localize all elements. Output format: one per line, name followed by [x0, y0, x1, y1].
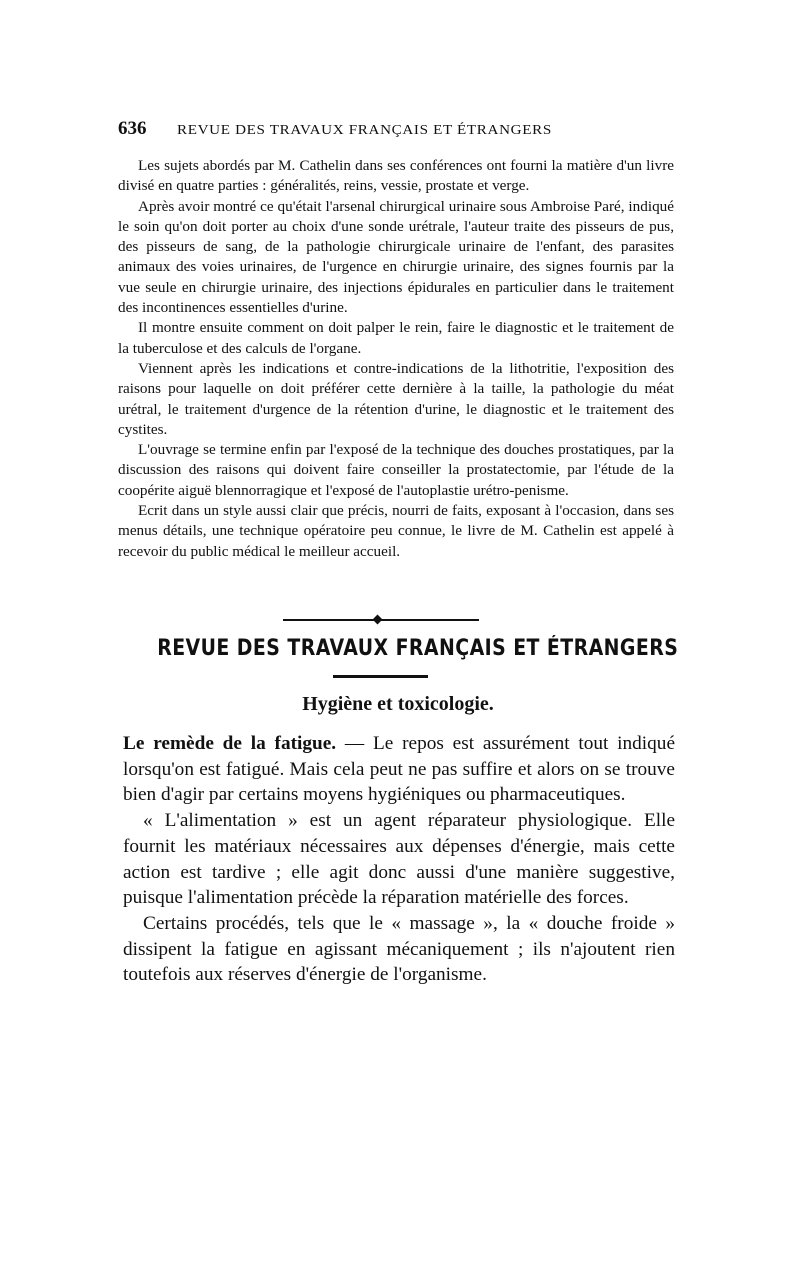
article-body — [123, 731, 675, 988]
article-lead-paragraph — [123, 731, 675, 808]
review-paragraph: Ecrit dans un style aussi clair que précis, nourri de faits, exposant à l'occasion, dans ses menus détails, une technique opératoire peu connue, le livre de M. Cathelin est appelé à recevoir du public médical le meilleur accueil. — [118, 502, 674, 560]
running-head — [118, 118, 678, 140]
article-paragraph: Certains procédés, tels que le « massage », la « douche froide » dissipent la fatigue en agissant mécaniquement ; ils n'ajoutent rien toutefois aux réserves d'énergie de l'organisme. — [123, 912, 675, 986]
review-paragraph: Après avoir montré ce qu'était l'arsenal chirurgical urinaire sous Ambroise Paré, indiqué le soin qu'on doit porter au choix d'une sonde urétrale, l'auteur traite des pisseurs de pus, des pisseurs de sang, de la pathologie chirurgicale urinaire de l'enfant, des parasites animaux des voies urinaires, de l'urgence en chirurgie urinaire, des signes fournis par la vue seule en chirurgie urinaire, des injections épidurales en particulier dans le traitement des incontinences essentielles d'urine. — [118, 197, 674, 317]
article-title: Le remède de la fatigue. — [123, 733, 337, 754]
section-separator — [283, 615, 479, 625]
article-lead-text: — Le repos est assurément tout indiqué lorsqu'on est fatigué. Mais cela peut ne pas suffire et alors on se trouve bien d'agir par certains moyens hygiéniques ou pharmaceutiques. — [123, 733, 675, 806]
article-paragraph: « L'alimentation » est un agent réparateur physiologique. Elle fournit les matériaux nécessaires aux dépenses d'énergie, mais cette action est tardive ; elle agit donc aussi d'une manière suggestive, puisque l'alimentation précède la réparation matérielle des forces. — [123, 810, 675, 909]
running-title: REVUE DES TRAVAUX FRANÇAIS ET ÉTRANGERS — [176, 123, 552, 138]
separator-diamond-icon — [373, 615, 383, 625]
page-number: 636 — [118, 118, 147, 139]
heading-rule — [333, 675, 428, 678]
review-paragraph: Les sujets abordés par M. Cathelin dans ses conférences ont fourni la matière d'un livre divisé en quatre parties : généralités, reins, vessie, prostate et verge. — [118, 157, 674, 195]
review-paragraph: Viennent après les indications et contre-indications de la lithotritie, l'exposition des raisons pour laquelle on doit préférer cette dernière à la taille, la pathologie du méat urétral, le traitement d'urgence de la rétention d'urine, le diagnostic et le traitement des cystites. — [118, 359, 674, 438]
review-paragraph: L'ouvrage se termine enfin par l'exposé de la technique des douches prostatiques, par la discussion des raisons qui doivent faire conseiller la prostatectomie, par l'étude de la coopérite aiguë blennorragique et l'exposé de l'autoplastie urétro-penisme. — [118, 441, 674, 499]
review-paragraph: Il montre ensuite comment on doit palper le rein, faire le diagnostic et le traitement de la tuberculose et des calculs de l'organe. — [118, 319, 674, 357]
subsection-title: Hygiène et toxicologie. — [302, 693, 494, 715]
book-review — [118, 156, 674, 562]
section-heading: REVUE DES TRAVAUX FRANÇAIS ET ÉTRANGERS — [157, 636, 679, 661]
